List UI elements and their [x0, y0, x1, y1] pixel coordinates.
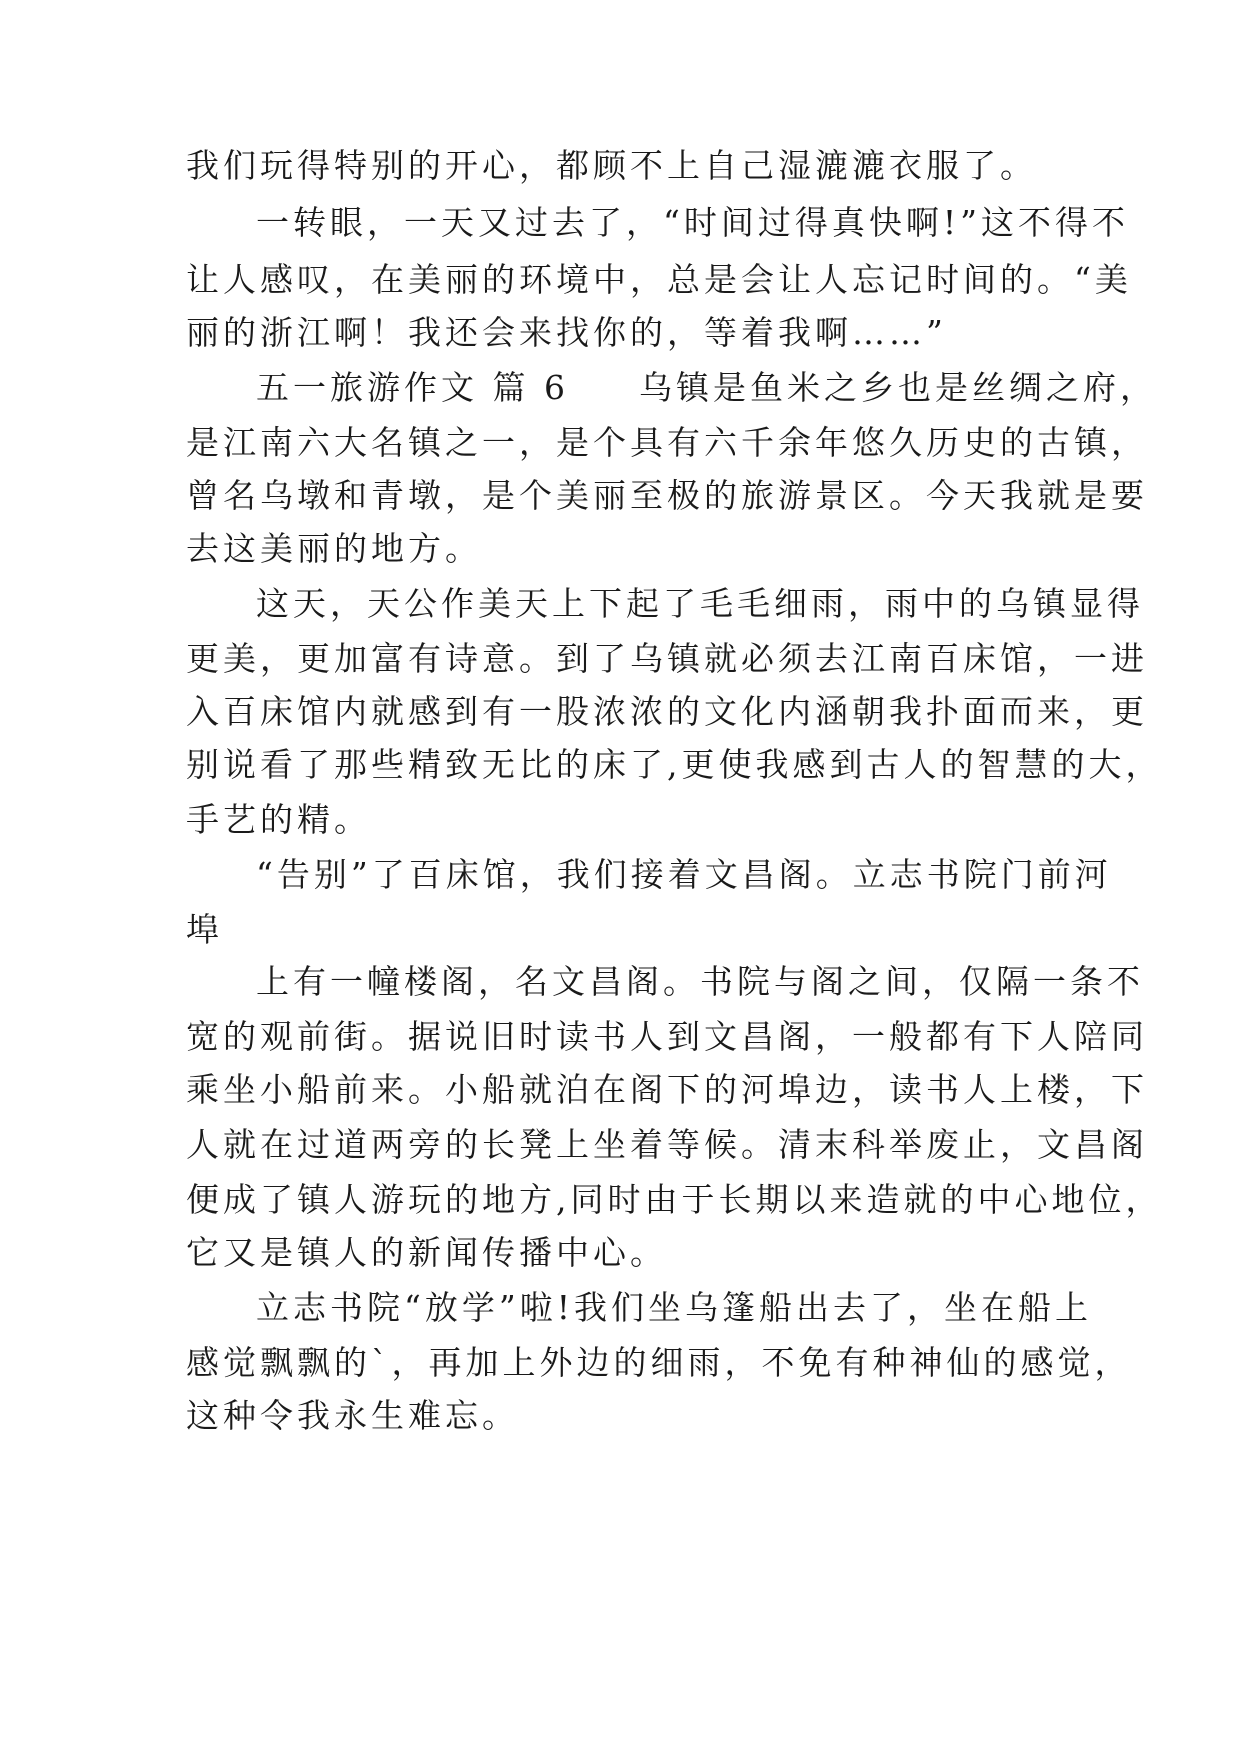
paragraph-line: 手艺的精。	[186, 800, 371, 839]
paragraph-line: “告别”了百床馆，我们接着文昌阁。立志书院门前河	[256, 855, 1112, 894]
paragraph-line: 让人感叹，在美丽的环境中，总是会让人忘记时间的。“美	[186, 260, 1132, 299]
paragraph-line: 一转眼，一天又过去了，“时间过得真快啊!”这不得不	[256, 203, 1130, 242]
paragraph-line: 宽的观前街。据说旧时读书人到文昌阁，一般都有下人陪同	[186, 1017, 1148, 1056]
paragraph-line: 立志书院“放学”啦!我们坐乌篷船出去了，坐在船上	[256, 1288, 1093, 1327]
paragraph-line: 它又是镇人的新闻传播中心。	[186, 1233, 667, 1272]
paragraph-line: 曾名乌墩和青墩，是个美丽至极的旅游景区。今天我就是要	[186, 476, 1148, 515]
paragraph-line: 是江南六大名镇之一，是个具有六千余年悠久历史的古镇，	[186, 423, 1148, 462]
paragraph-line: 这天，天公作美天上下起了毛毛细雨，雨中的乌镇显得	[256, 584, 1144, 623]
paragraph-line: 入百床馆内就感到有一股浓浓的文化内涵朝我扑面而来，更	[186, 692, 1148, 731]
section-first-text: 乌镇是鱼米之乡也是丝绸之府，	[638, 368, 1157, 407]
paragraph-line: 乘坐小船前来。小船就泊在阁下的河埠边，读书人上楼，下	[186, 1070, 1148, 1109]
paragraph-line: 更美，更加富有诗意。到了乌镇就必须去江南百床馆，一进	[186, 639, 1148, 678]
section-heading-line	[256, 368, 1157, 408]
paragraph-line: 这种令我永生难忘。	[186, 1396, 519, 1435]
paragraph-line: 别说看了那些精致无比的床了,更使我感到古人的智慧的大，	[186, 745, 1163, 784]
paragraph-line: 便成了镇人游玩的地方,同时由于长期以来造就的中心地位，	[186, 1180, 1163, 1219]
section-heading: 五一旅游作文 篇 6	[256, 368, 569, 407]
paragraph-line: 去这美丽的地方。	[186, 529, 482, 568]
paragraph-line: 埠	[186, 910, 223, 949]
paragraph-line: 人就在过道两旁的长凳上坐着等候。清末科举废止，文昌阁	[186, 1125, 1148, 1164]
paragraph-line: 感觉飘飘的`，再加上外边的细雨，不免有种神仙的感觉，	[186, 1343, 1132, 1382]
paragraph-line: 丽的浙江啊！我还会来找你的，等着我啊……”	[186, 313, 947, 352]
paragraph-line: 上有一幢楼阁，名文昌阁。书院与阁之间，仅隔一条不	[256, 962, 1144, 1001]
paragraph-line: 我们玩得特别的开心，都顾不上自己湿漉漉衣服了。	[186, 146, 1037, 185]
